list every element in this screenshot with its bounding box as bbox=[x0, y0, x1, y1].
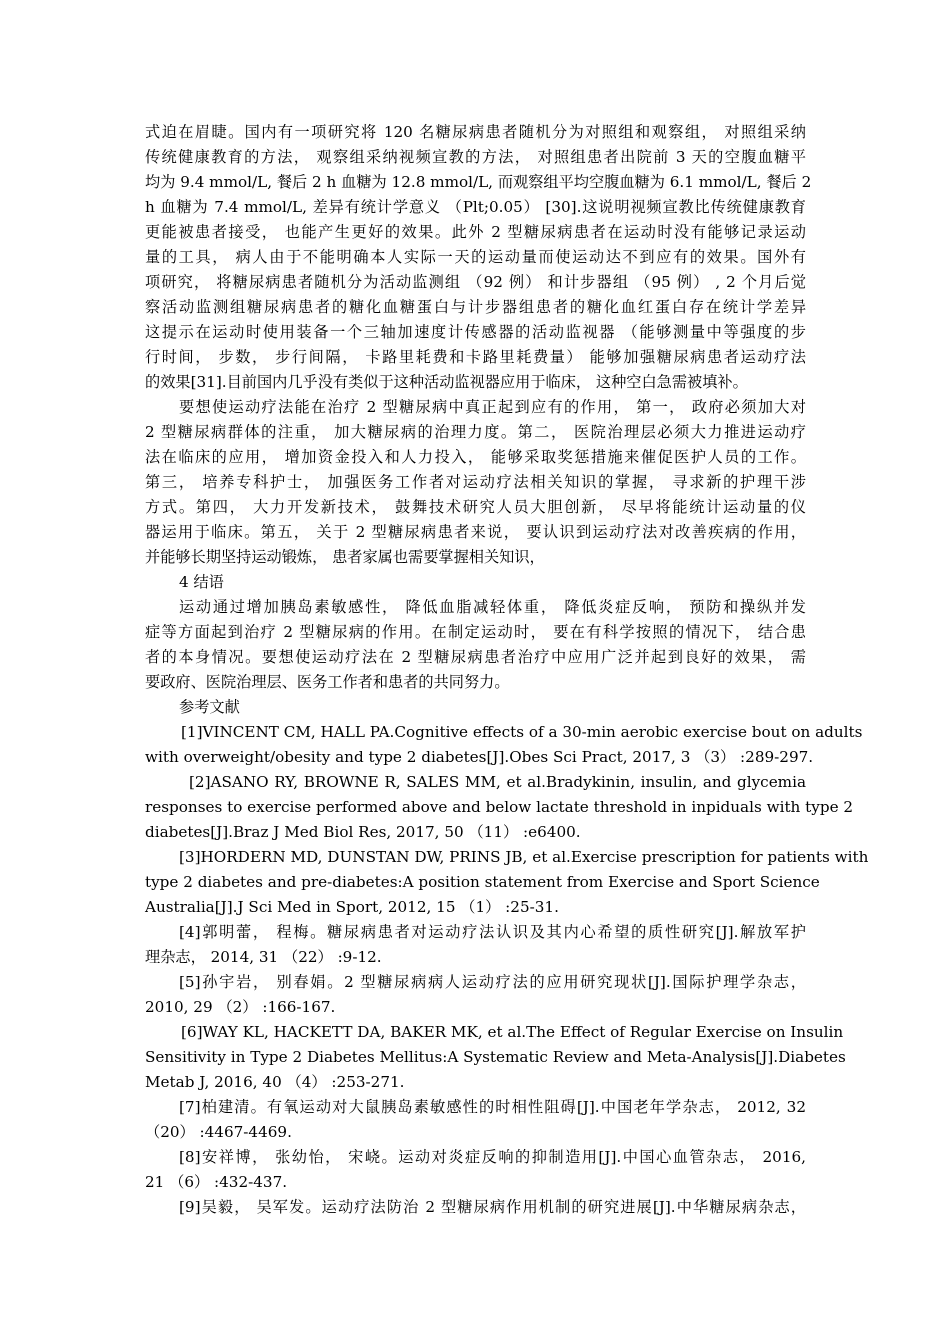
text-line: 症等方面起到治疗 2 型糖尿病的作用。在制定运动时， 要在有科学按照的情况下， 结合患 bbox=[145, 623, 806, 641]
text-line: 的效果[31].目前国内几乎没有类似于这种活动监视器应用于临床， 这种空白急需被填补。 bbox=[145, 373, 748, 391]
reference-line: diabetes[J].Braz J Med Biol Res, 2017, 50 （11） :e6400. bbox=[145, 823, 581, 841]
reference-item bbox=[145, 720, 863, 770]
reference-item bbox=[145, 1095, 806, 1145]
text-line: 者的本身情况。要想使运动疗法在 2 型糖尿病患者治疗中应用广泛并起到良好的效果， 需 bbox=[145, 648, 806, 666]
reference-line: Metab J, 2016, 40 （4） :253-271. bbox=[145, 1073, 405, 1091]
text-line: 运动通过增加胰岛素敏感性， 降低血脂减轻体重， 降低炎症反响， 预防和操纵并发 bbox=[179, 598, 806, 616]
reference-line: [1]VINCENT CM, HALL PA.Cognitive effects of a 30-min aerobic exercise bout on adults bbox=[181, 723, 863, 741]
text-line: 式迫在眉睫。国内有一项研究将 120 名糖尿病患者随机分为对照组和观察组， 对照组采纳 bbox=[145, 123, 806, 141]
reference-item bbox=[145, 770, 854, 845]
reference-line: [3]HORDERN MD, DUNSTAN DW, PRINS JB, et al.Exercise prescription for patients with bbox=[179, 848, 869, 866]
reference-line: with overweight/obesity and type 2 diabetes[J].Obes Sci Pract, 2017, 3 （3） :289-297. bbox=[145, 748, 814, 766]
reference-line: [8]安祥博， 张幼怡， 宋峣。运动对炎症反响的抑制造用[J].中国心血管杂志， 2016, bbox=[179, 1148, 806, 1166]
text-line: 方式。第四， 大力开发新技术， 鼓舞技术研究人员大胆创新， 尽早将能统计运动量的仪 bbox=[145, 498, 806, 516]
section-heading-conclusion: 4 结语 bbox=[179, 573, 224, 591]
text-line: 察活动监测组糖尿病患者的糖化血糖蛋白与计步器组患者的糖化血红蛋白存在统计学差异 bbox=[145, 298, 806, 316]
paragraph-conclusion bbox=[145, 595, 806, 695]
paragraph-exercise-monitoring bbox=[145, 120, 812, 395]
text-line: 行时间， 步数， 步行间隔， 卡路里耗费和卡路里耗费量） 能够加强糖尿病患者运动疗法 bbox=[145, 348, 806, 366]
reference-line: Sensitivity in Type 2 Diabetes Mellitus:A Systematic Review and Meta-Analysis[J].Diabetes bbox=[145, 1048, 846, 1066]
reference-line: （20） :4467-4469. bbox=[145, 1123, 292, 1141]
reference-line: 理杂志， 2014, 31 （22） :9-12. bbox=[145, 948, 382, 966]
text-line: 要政府、医院治理层、医务工作者和患者的共同努力。 bbox=[145, 673, 510, 691]
reference-line: [5]孙宇岩， 别春娟。2 型糖尿病病人运动疗法的应用研究现状[J].国际护理学杂志， bbox=[179, 973, 806, 991]
reference-line: responses to exercise performed above and below lactate threshold in inpiduals with type 2 bbox=[145, 798, 854, 816]
reference-item bbox=[145, 845, 869, 920]
text-line: 更能被患者接受， 也能产生更好的效果。此外 2 型糖尿病患者在运动时没有能够记录运动 bbox=[145, 223, 806, 241]
reference-line: [2]ASANO RY, BROWNE R, SALES MM, et al.Bradykinin, insulin, and glycemia bbox=[189, 773, 806, 791]
reference-line: [6]WAY KL, HACKETT DA, BAKER MK, et al.The Effect of Regular Exercise on Insulin bbox=[181, 1023, 844, 1041]
reference-item bbox=[145, 920, 806, 970]
reference-line: Australia[J].J Sci Med in Sport, 2012, 15 （1） :25-31. bbox=[145, 898, 559, 916]
text-line: 法在临床的应用， 增加资金投入和人力投入， 能够采取奖惩措施来催促医护人员的工作。 bbox=[145, 448, 806, 466]
reference-item bbox=[145, 1195, 806, 1220]
text-line: 均为 9.4 mmol/L, 餐后 2 h 血糖为 12.8 mmol/L, 而观察组平均空腹血糖为 6.1 mmol/L, 餐后 2 bbox=[145, 173, 812, 191]
reference-item bbox=[145, 1020, 846, 1095]
text-line: 量的工具， 病人由于不能明确本人实际一天的运动量而使运动达不到应有的效果。国外有 bbox=[145, 248, 806, 266]
reference-line: [4]郭明蕾， 程梅。糖尿病患者对运动疗法认识及其内心希望的质性研究[J].解放军护 bbox=[179, 923, 806, 941]
text-line: h 血糖为 7.4 mmol/L, 差异有统计学意义 （Plt;0.05） [30].这说明视频宣教比传统健康教育 bbox=[145, 198, 806, 216]
text-line: 要想使运动疗法能在治疗 2 型糖尿病中真正起到应有的作用， 第一， 政府必须加大对 bbox=[179, 398, 806, 416]
reference-line: [9]吴毅， 吴军发。运动疗法防治 2 型糖尿病作用机制的研究进展[J].中华糖尿病杂志， bbox=[179, 1198, 806, 1216]
reference-line: [7]柏建清。有氧运动对大鼠胰岛素敏感性的时相性阻碍[J].中国老年学杂志， 2012, 32 bbox=[179, 1098, 806, 1116]
text-line: 器运用于临床。第五， 关于 2 型糖尿病患者来说， 要认识到运动疗法对改善疾病的作用， bbox=[145, 523, 806, 541]
paragraph-recommendations bbox=[145, 395, 806, 570]
reference-line: 21 （6） :432-437. bbox=[145, 1173, 288, 1191]
section-heading-references: 参考文献 bbox=[179, 698, 240, 716]
text-line: 并能够长期坚持运动锻炼， 患者家属也需要掌握相关知识， bbox=[145, 548, 545, 566]
text-line: 传统健康教育的方法， 观察组采纳视频宣教的方法， 对照组患者出院前 3 天的空腹血糖平 bbox=[145, 148, 806, 166]
text-line: 这提示在运动时使用装备一个三轴加速度计传感器的活动监视器 （能够测量中等强度的步 bbox=[145, 323, 806, 341]
reference-item bbox=[145, 970, 806, 1020]
reference-list bbox=[145, 720, 869, 1220]
reference-line: type 2 diabetes and pre-diabetes:A position statement from Exercise and Sport Science bbox=[145, 873, 820, 891]
reference-line: 2010, 29 （2） :166-167. bbox=[145, 998, 336, 1016]
text-line: 第三， 培养专科护士， 加强医务工作者对运动疗法相关知识的掌握， 寻求新的护理干涉 bbox=[145, 473, 806, 491]
reference-item bbox=[145, 1145, 806, 1195]
text-line: 2 型糖尿病群体的注重， 加大糖尿病的治理力度。第二， 医院治理层必须大力推进运动疗 bbox=[145, 423, 806, 441]
text-line: 项研究， 将糖尿病患者随机分为活动监测组 （92 例） 和计步器组 （95 例） , 2 个月后觉 bbox=[145, 273, 806, 291]
